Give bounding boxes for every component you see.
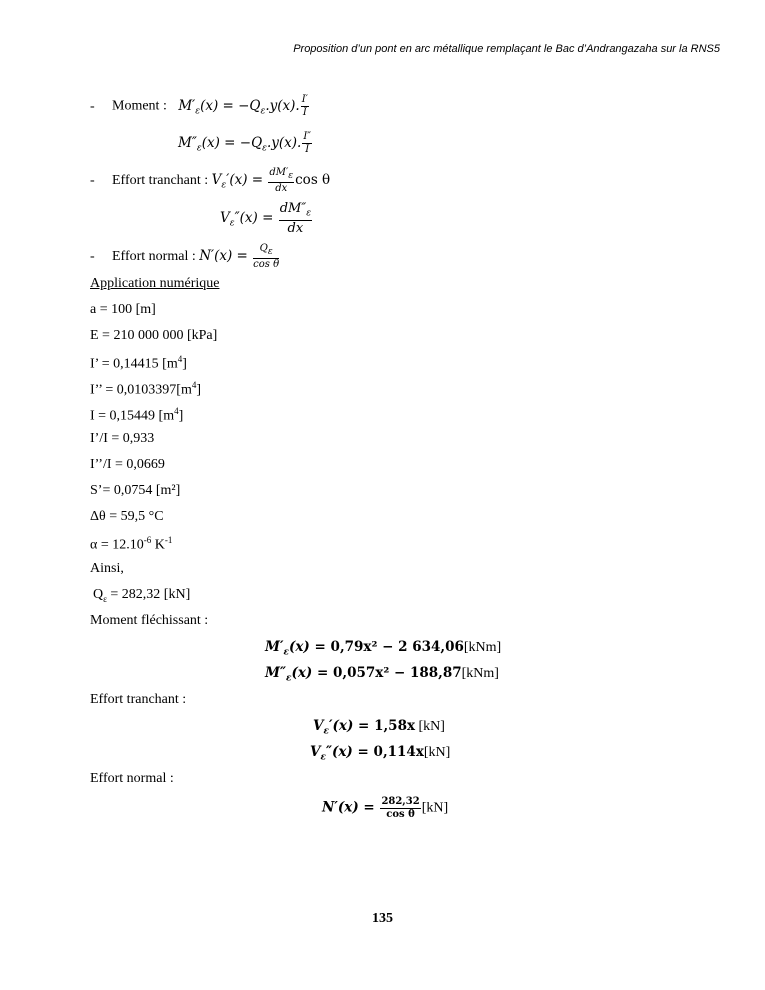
moment-equation-1: - Moment : $M'_\varepsilon(x) = -Q_\varepsilon.y(x)$. $\frac{I'}{I}$ [90, 94, 308, 118]
moment-label: Moment : [112, 98, 167, 114]
value-i-second: I’’ = $0,0103397[m^4]$ [90, 380, 202, 398]
value-delta-theta: Δθ = 59,5 °C [90, 509, 164, 524]
shear-equation-2: $V_\varepsilon''(x)$ = $\frac{dM''_\varepsilon}{dx}$ [220, 201, 312, 236]
value-a: a = 100 [m] [90, 302, 156, 317]
shear-equation-1: - Effort tranchant : $V_\varepsilon'(x)$ = $\frac{dM'_\varepsilon}{dx}$ cos θ [90, 167, 331, 194]
value-ratio-2: I’’/I = 0,0669 [90, 457, 165, 472]
ainsi-text: Ainsi, [90, 561, 124, 576]
shear-result-1: $V_\varepsilon'(x) = 1,58x$ [kN] [313, 718, 445, 737]
normal-label: Effort normal : [112, 249, 196, 265]
value-s: S’= 0,0754 [m²] [90, 483, 181, 498]
moment-result-2: $M''_\varepsilon(x) = 0,057x^2 - 188,87[kNm]$ [265, 665, 499, 684]
value-e: E = 210 000 000 [kPa] [90, 328, 218, 343]
effort-tranchant-label: Effort tranchant : [90, 692, 187, 707]
running-header: Proposition d’un pont en arc métallique remplaçant le Bac d’Andrangazaha sur la RNS5 [293, 43, 720, 55]
shear-result-2: $V_\varepsilon''(x) = 0,114x[kN]$ [310, 744, 451, 763]
q-value: $Q_\varepsilon = 282,32$ [kN] [93, 587, 191, 604]
application-title: Application numérique [90, 276, 220, 291]
moment-result-1: $M'_\varepsilon(x) = 0,79x^2 - 2$ 634,06[kNm] [265, 639, 502, 658]
value-i: I = 0,15449 $[m^4]$ [90, 406, 184, 424]
effort-normal-label: Effort normal : [90, 771, 174, 786]
normal-result: N′(x) = $\frac{282,32}{\text{cos θ}}$ [kN] [322, 796, 449, 820]
shear-label: Effort tranchant : [112, 173, 209, 189]
value-i-prime: I’ = 0,14415 $[m^4]$ [90, 354, 187, 372]
normal-equation: - Effort normal : N′(x) = $\frac{Q_\varepsilon}{\text{cos θ}}$ [90, 243, 280, 270]
value-ratio-1: I’/I = 0,933 [90, 431, 155, 446]
value-alpha: $\alpha = 12.10^{-6}$ $K^{-1}$ [90, 535, 173, 553]
moment-equation-2: $M''_\varepsilon(x) = -Q_\varepsilon.y(x)$. $\frac{I''}{I}$ [178, 131, 312, 155]
page-number: 135 [372, 911, 393, 926]
moment-flechissant-label: Moment fléchissant : [90, 613, 209, 628]
